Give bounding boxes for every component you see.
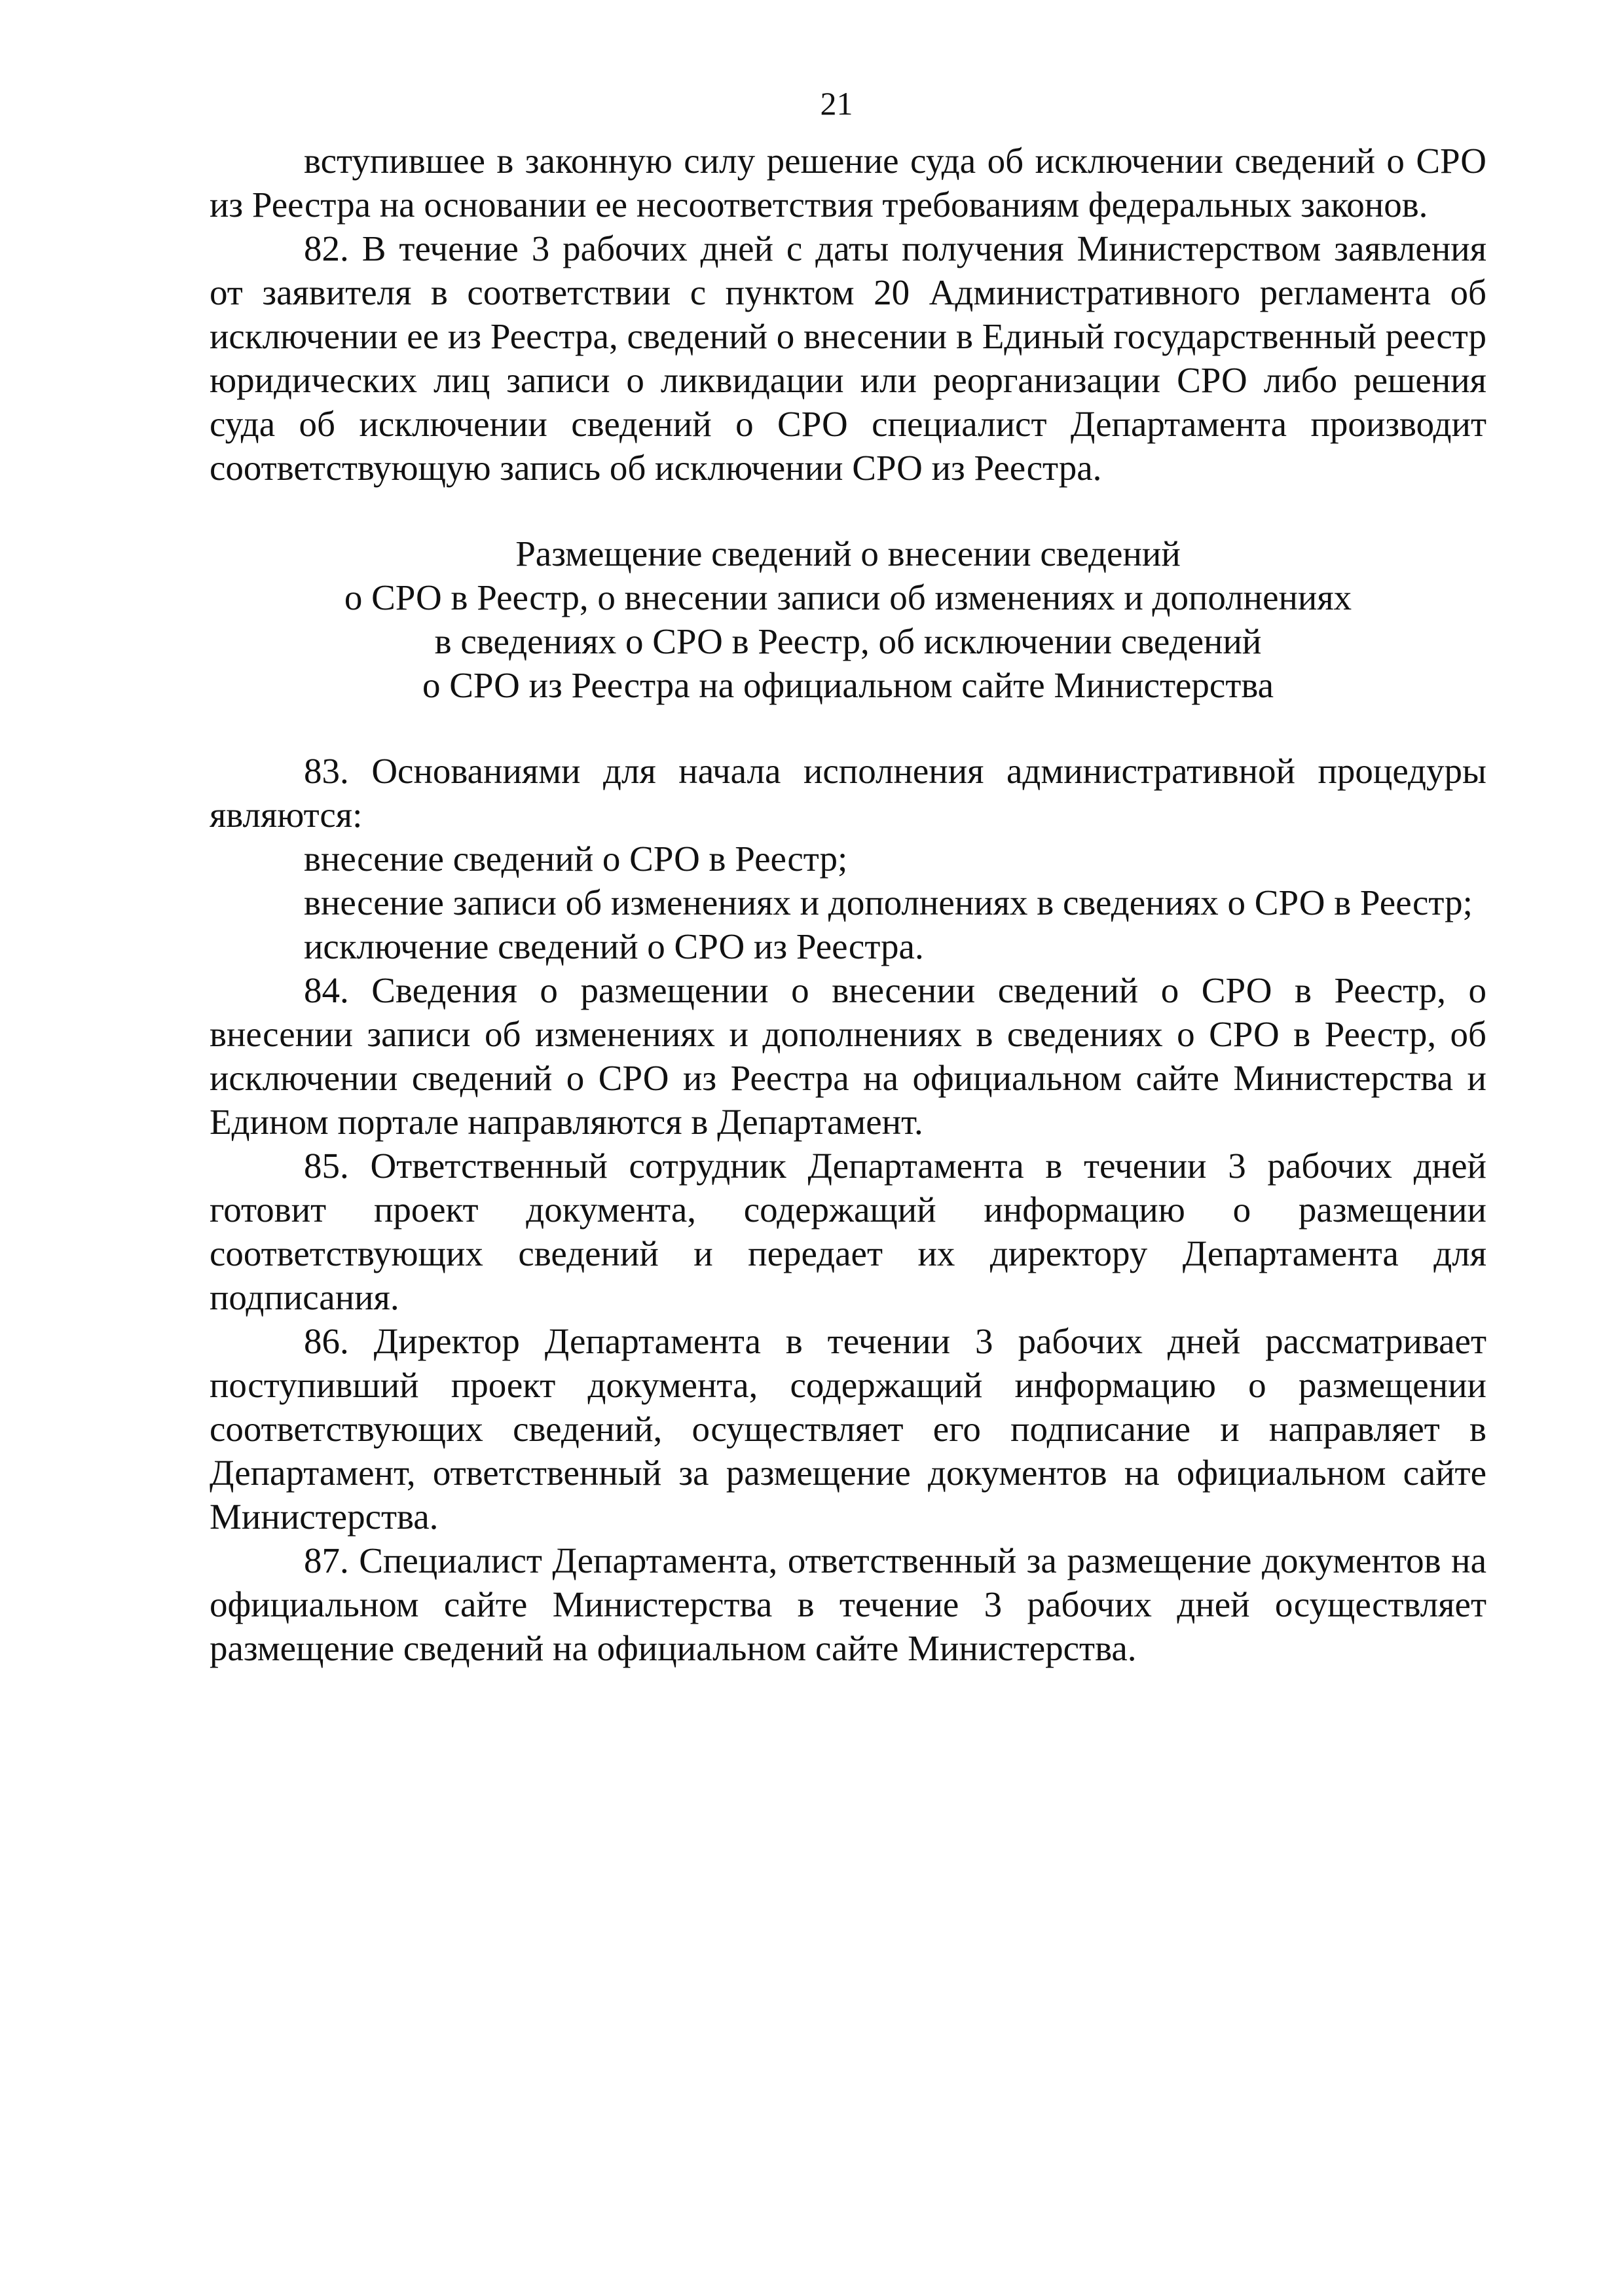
section-heading: [210, 532, 1486, 707]
section-heading-line: в сведениях о СРО в Реестр, об исключении сведений: [434, 621, 1262, 661]
paragraph-continuation: вступившее в законную силу решение суда об исключении сведений о СРО из Реестра на основании ее несоответствия требованиям федеральных законов.: [210, 141, 1486, 225]
paragraph-86: 86. Директор Департамента в течении 3 рабочих дней рассматривает поступивший проект документа, содержащий информацию о размещении соответствующих сведений, осуществляет его подписание и направляет в Департамент, ответственный за размещение документов на официальном сайте Министерства.: [210, 1321, 1486, 1537]
page-number: 21: [820, 85, 853, 122]
list-item: исключение сведений о СРО из Реестра.: [304, 926, 924, 966]
section-heading-line: о СРО в Реестр, о внесении записи об изменениях и дополнениях: [344, 577, 1352, 617]
paragraph-87: 87. Специалист Департамента, ответственный за размещение документов на официальном сайте Министерства в течение 3 рабочих дней осуществляет размещение сведений на официальном сайте Министерства.: [210, 1540, 1486, 1668]
section-heading-line: Размещение сведений о внесении сведений: [515, 534, 1181, 574]
paragraph-83: 83. Основаниями для начала исполнения административной процедуры являются:: [210, 751, 1486, 835]
list-item: внесение записи об изменениях и дополнениях в сведениях о СРО в Реестр;: [304, 883, 1473, 922]
paragraph-82: 82. В течение 3 рабочих дней с даты получения Министерством заявления от заявителя в соответствии с пунктом 20 Административного регламента об исключении ее из Реестра, сведений о внесении в Единый государственный реестр юридических лиц записи о ликвидации или реорганизации СРО либо решения суда об исключении сведений о СРО специалист Департамента производит соответствующую запись об исключении СРО из Реестра.: [210, 228, 1486, 488]
document-body: [210, 139, 1486, 1670]
paragraph-85: 85. Ответственный сотрудник Департамента в течении 3 рабочих дней готовит проект документа, содержащий информацию о размещении соответствующих сведений и передает их директору Департамента для подписания.: [210, 1146, 1486, 1317]
section-heading-line: о СРО из Реестра на официальном сайте Министерства: [422, 665, 1274, 705]
list-item: внесение сведений о СРО в Реестр;: [304, 839, 848, 879]
paragraph-84: 84. Сведения о размещении о внесении сведений о СРО в Реестр, о внесении записи об изменениях и дополнениях в сведениях о СРО в Реестр, об исключении сведений о СРО из Реестра на официальном сайте Министерства и Едином портале направляются в Департамент.: [210, 970, 1486, 1142]
